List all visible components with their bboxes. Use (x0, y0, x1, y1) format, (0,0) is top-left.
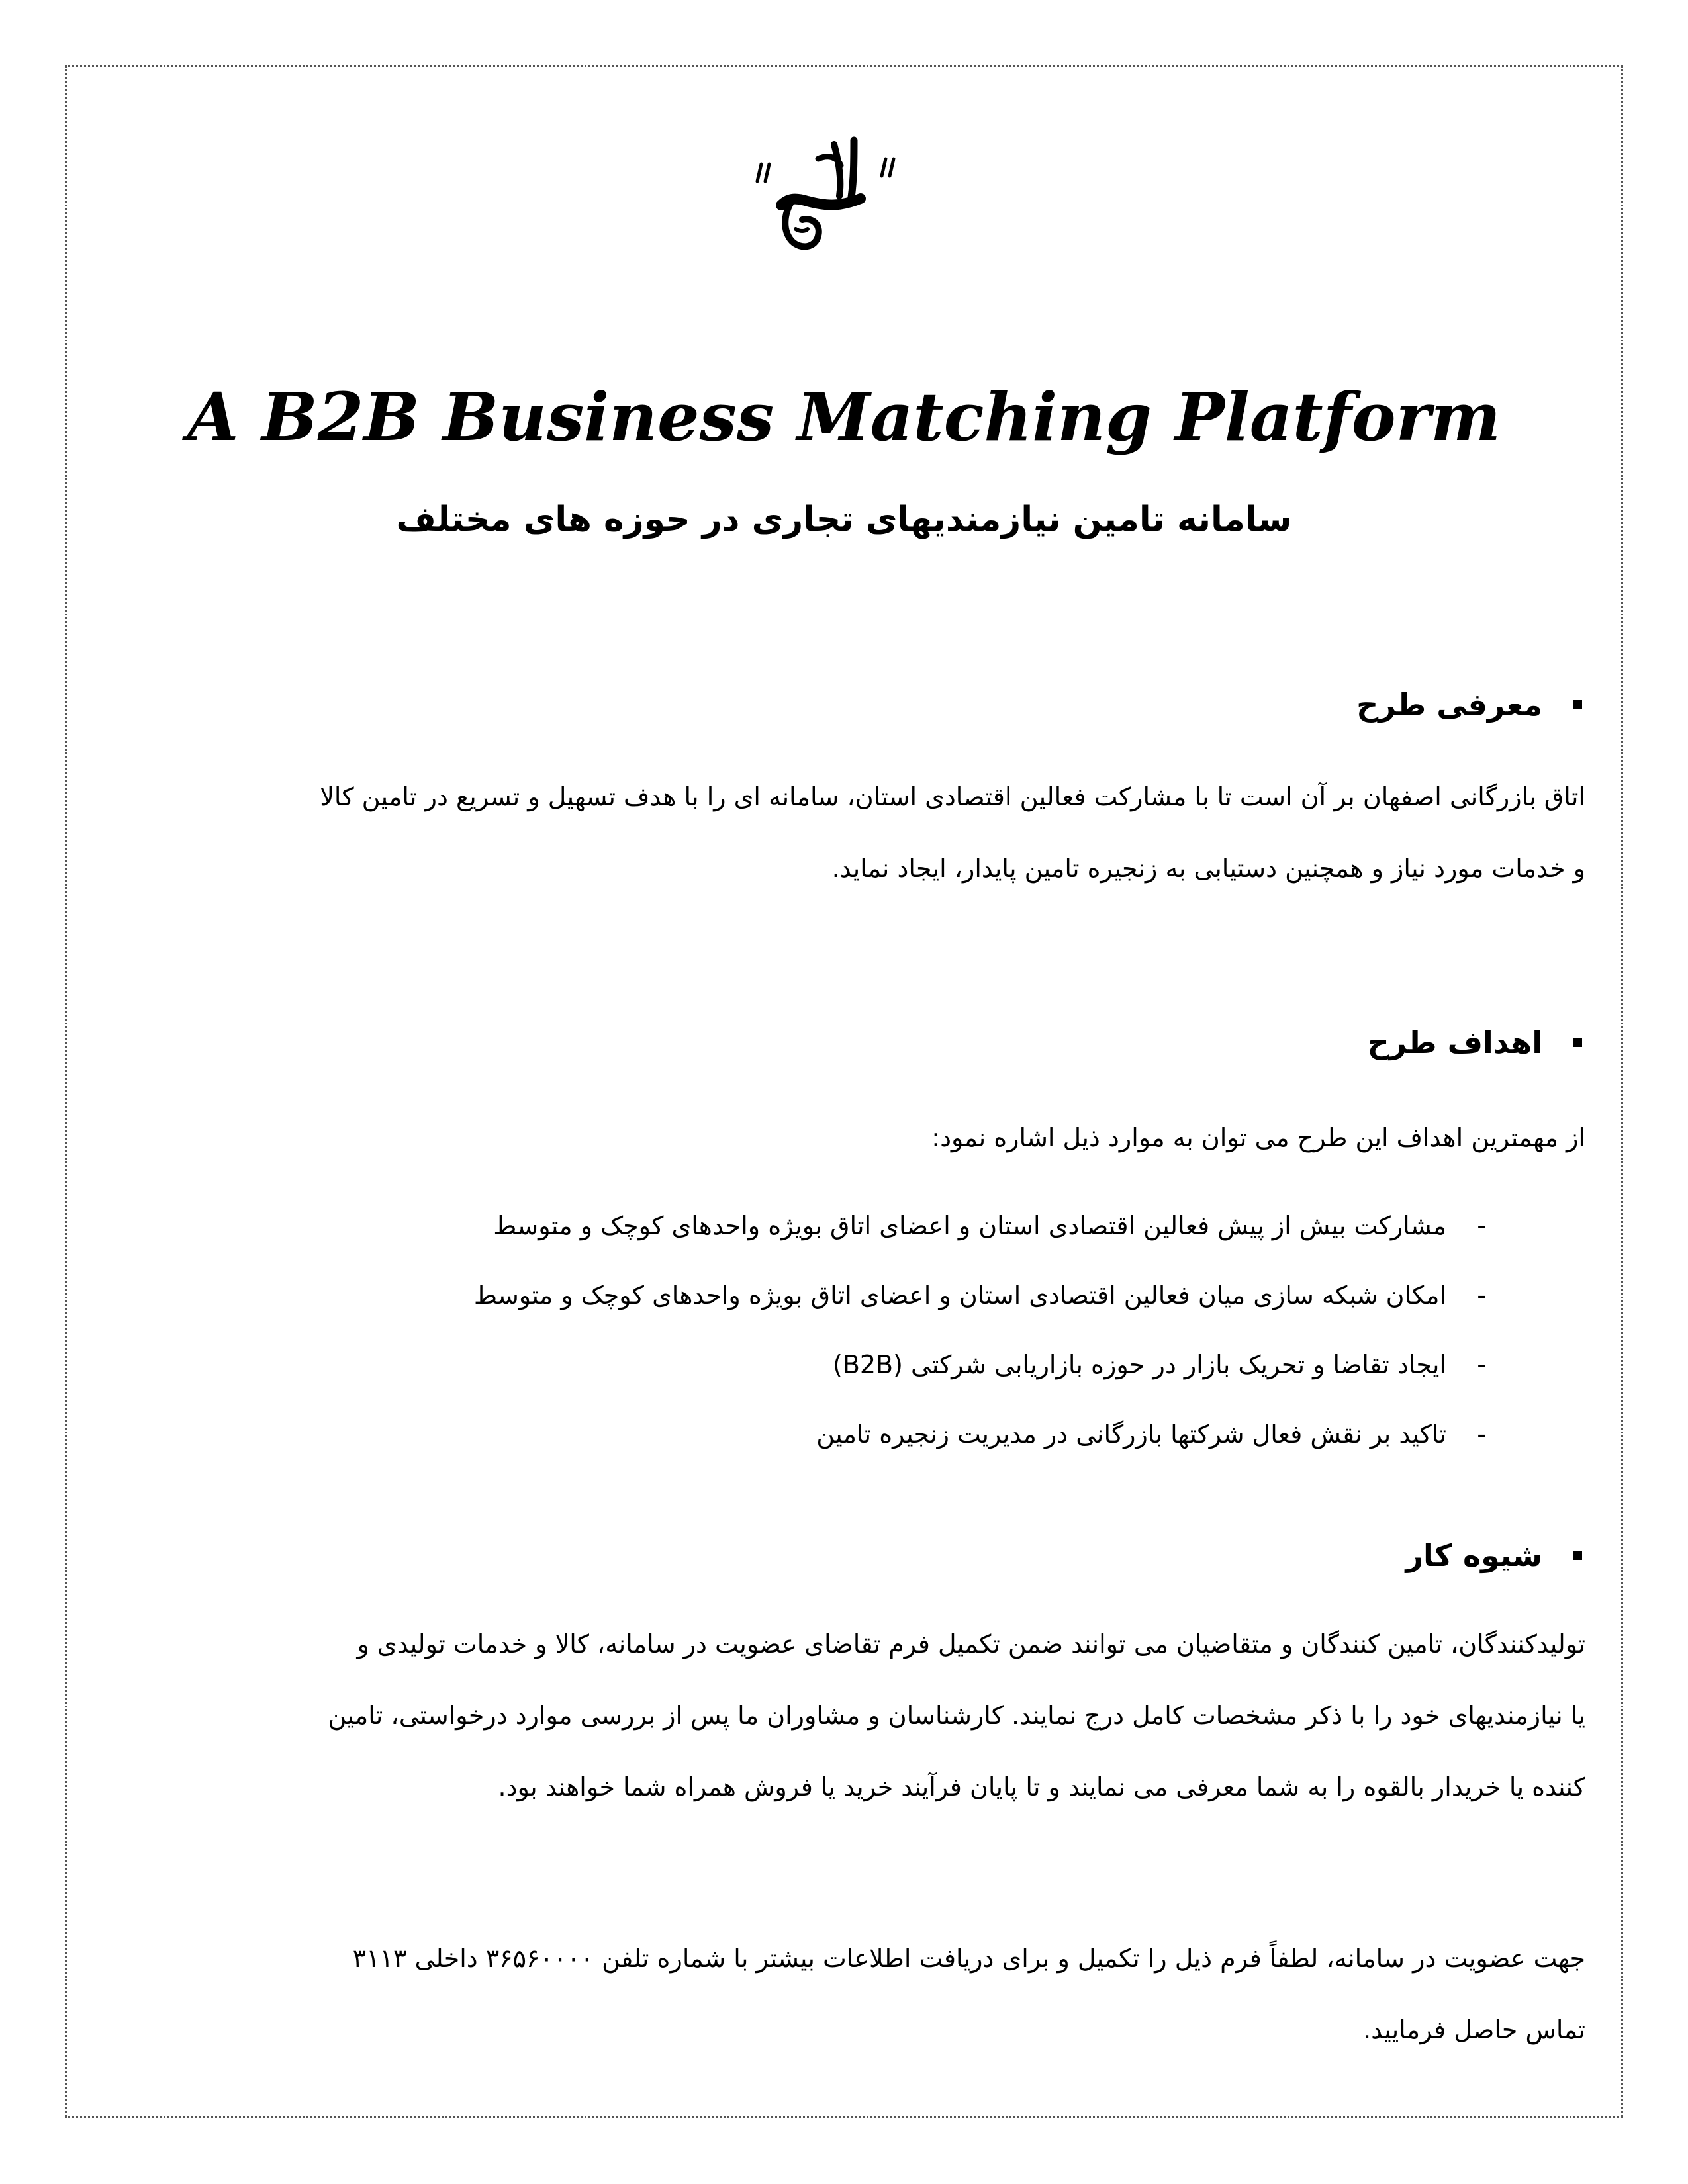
method-line-1: تولیدکنندگان، تامین کنندگان و متقاضیان می توانند ضمن تکمیل فرم تقاضای عضویت در سامانه، کالا و خدمات تولیدی و (357, 1629, 1585, 1659)
goals-heading-text: اهداف طرح (1367, 1024, 1542, 1060)
goal-item-4: تاکید بر نقش فعال شرکتها بازرگانی در مدیریت زنجیره تامین (816, 1420, 1446, 1449)
goals-list (474, 1191, 1486, 1469)
intro-line-2: و خدمات مورد نیاز و همچنین دستیابی به زنجیره تامین پایدار، ایجاد نماید. (831, 854, 1585, 883)
intro-paragraph (103, 761, 1585, 904)
contact-paragraph (103, 1923, 1585, 2066)
goals-heading (1367, 1019, 1582, 1066)
english-title: A B2B Business Matching Platform (187, 378, 1501, 456)
method-line-3: کننده یا خریدار بالقوه را به شما معرفی می نمایند و تا پایان فرآیند خرید یا فروش همراه شما خواهند بود. (498, 1772, 1585, 1801)
persian-subtitle: سامانه تامین نیازمندیهای تجاری در حوزه های مختلف (396, 500, 1292, 539)
square-bullet-icon (1573, 1551, 1582, 1560)
contact-line-2: تماس حاصل فرمایید. (1363, 2015, 1585, 2044)
intro-heading-text: معرفی طرح (1356, 687, 1542, 723)
goals-lead-text: از مهمترین اهداف این طرح می توان به موارد ذیل اشاره نمود: (931, 1123, 1585, 1152)
goals-lead (103, 1102, 1585, 1173)
list-item (474, 1330, 1486, 1400)
list-item (474, 1261, 1486, 1330)
contact-line-1: جهت عضویت در سامانه، لطفاً فرم ذیل را تکمیل و برای دریافت اطلاعات بیشتر با شماره تلفن ۳۶۵۶۰۰۰۰ داخلی ۳۱۱۳ (352, 1944, 1585, 1973)
method-line-2: یا نیازمندیهای خود را با ذکر مشخصات کامل درج نمایند. کارشناسان و مشاوران ما پس از بررسی موارد درخواستی، تامین (328, 1701, 1585, 1730)
goal-item-3: ایجاد تقاضا و تحریک بازار در حوزه بازاریابی شرکتی (B2B) (832, 1350, 1446, 1379)
method-paragraph (103, 1608, 1585, 1823)
method-heading-text: شیوه کار (1405, 1537, 1542, 1573)
dash-bullet-icon: - (1477, 1281, 1486, 1310)
goal-item-2: امکان شبکه سازی میان فعالین اقتصادی استان و اعضای اتاق بویژه واحدهای کوچک و متوسط (473, 1281, 1446, 1310)
hamta-calligraphy-logo-icon (755, 132, 900, 258)
intro-line-1: اتاق بازرگانی اصفهان بر آن است تا با مشارکت فعالین اقتصادی استان، سامانه ای را با هدف تسهیل و تسریع در تامین کالا (320, 782, 1585, 811)
square-bullet-icon (1573, 1038, 1582, 1047)
dash-bullet-icon: - (1477, 1350, 1486, 1379)
list-item (474, 1400, 1486, 1469)
square-bullet-icon (1573, 700, 1582, 709)
method-heading (1405, 1532, 1582, 1578)
list-item (474, 1191, 1486, 1261)
goal-item-1: مشارکت بیش از پیش فعالین اقتصادی استان و اعضای اتاق بویژه واحدهای کوچک و متوسط (493, 1211, 1446, 1240)
intro-heading (1356, 682, 1582, 728)
dash-bullet-icon: - (1477, 1420, 1486, 1449)
dash-bullet-icon: - (1477, 1211, 1486, 1240)
